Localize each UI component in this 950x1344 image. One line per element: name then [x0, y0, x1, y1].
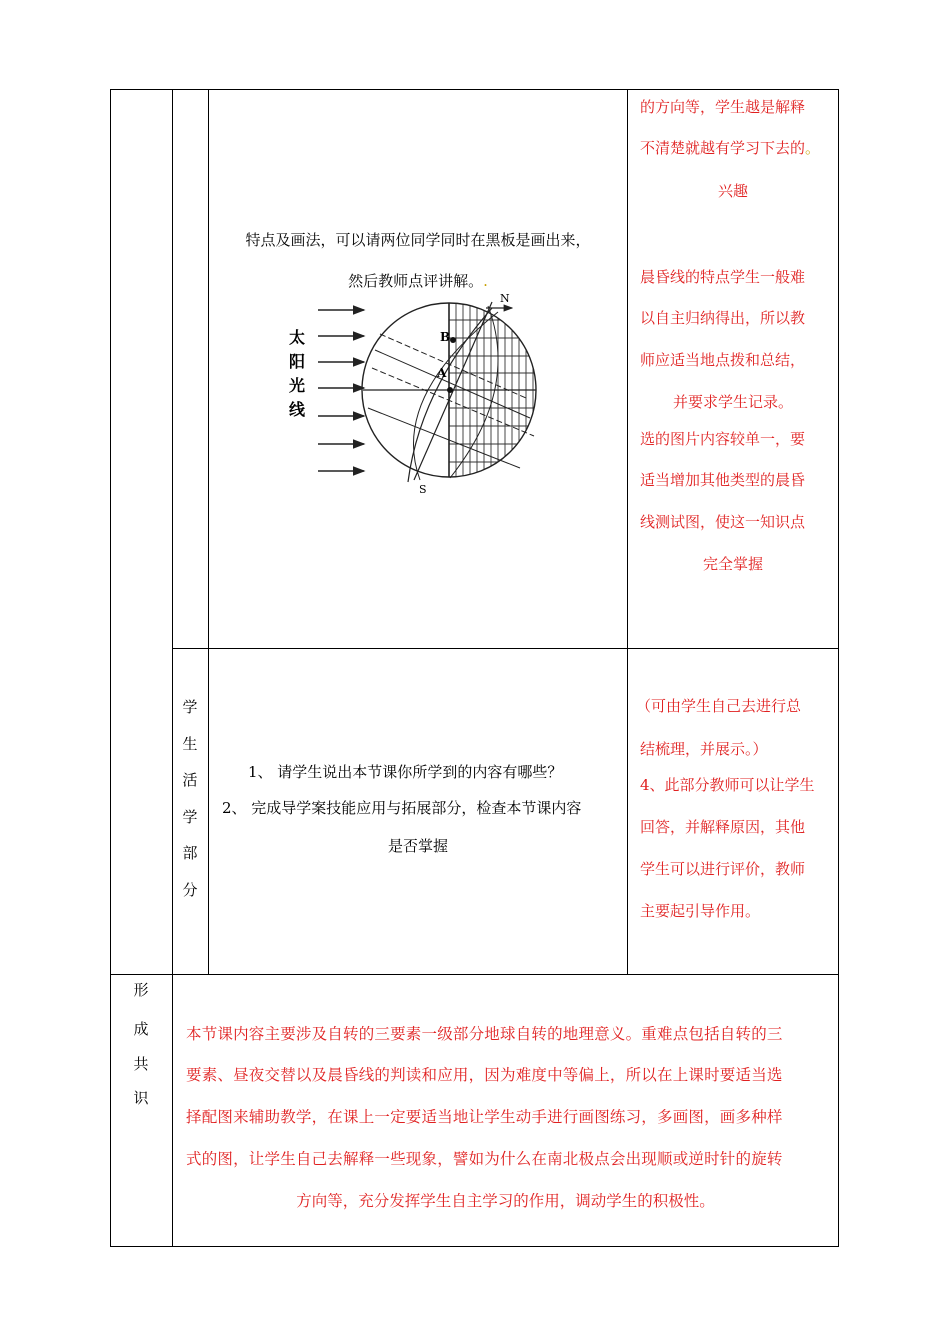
row2-right-line6: 主要起引导作用。 [640, 902, 761, 920]
row-divider-2 [110, 974, 839, 975]
row2-label-char-3: 活 [182, 771, 198, 789]
table-left-border [110, 89, 111, 1247]
summary-line1: 本节课内容主要涉及自转的三要素一级部分地球自转的地理意义。重难点包括自转的三 [186, 1025, 783, 1043]
column-divider-1 [172, 89, 173, 1247]
row2-item2b: 是否掌握 [387, 837, 448, 855]
table-bottom-border [110, 1246, 839, 1247]
point-a-marker [447, 387, 453, 393]
row1-right-line10: 线测试图，使这一知识点 [640, 513, 806, 531]
row1-middle-line2 [209, 270, 627, 291]
sun-label-char-3: 光 [288, 376, 305, 395]
row1-middle-line1: 特点及画法，可以请两位同学同时在黑板是画出来， [245, 231, 591, 249]
row2-label-char-5: 部 [182, 844, 198, 862]
sun-label-char-2: 阳 [288, 352, 305, 371]
row1-right-line2 [640, 137, 820, 158]
row1-right-line9: 适当增加其他类型的晨昏 [640, 471, 806, 489]
terminator-diagram-svg [280, 298, 550, 503]
sun-ray-arrows [318, 310, 364, 471]
label-a: A [437, 366, 447, 380]
row2-right-line4: 回答，并解释原因，其他 [640, 818, 806, 836]
row1-right-line2-mark: 。 [805, 139, 821, 157]
sun-label-char-4: 线 [288, 400, 305, 419]
row1-right-line1: 的方向等，学生越是解释 [640, 98, 806, 116]
row2-item2a: 2、 完成导学案技能应用与拓展部分，检查本节课内容 [222, 799, 582, 817]
row2-right-line5: 学生可以进行评价，教师 [640, 860, 806, 878]
label-n: N [500, 292, 510, 305]
terminator-diagram [280, 292, 550, 503]
table-top-border [110, 89, 839, 90]
row3-label-char-1: 形 [133, 981, 149, 999]
row1-right-line2-text: 不清楚就越有学习下去的 [640, 139, 806, 157]
sun-rays-label [286, 326, 308, 422]
row1-right-line4: 晨昏线的特点学生一般难 [640, 268, 806, 286]
row2-label-char-4: 学 [182, 808, 198, 826]
row3-label-char-4: 识 [133, 1089, 149, 1107]
row1-right-line11: 完全掌握 [702, 555, 763, 573]
table-right-border [838, 89, 839, 1247]
row3-label-char-3: 共 [133, 1055, 149, 1073]
row2-label-char-1: 学 [182, 698, 198, 716]
row2-right-line3: 4、此部分教师可以让学生 [640, 776, 815, 794]
label-s: S [419, 483, 427, 496]
row2-item1: 1、 请学生说出本节课你所学到的内容有哪些？ [248, 763, 563, 781]
row2-right-line1: （可由学生自己去进行总 [636, 697, 802, 715]
row1-right-line3: 兴趣 [717, 182, 748, 200]
row-divider-1 [172, 648, 839, 649]
row2-right-line2: 结梳理，并展示。） [640, 740, 768, 758]
summary-line5: 方向等，充分发挥学生自主学习的作用，调动学生的积极性。 [296, 1192, 715, 1210]
sun-label-char-1: 太 [288, 328, 305, 347]
summary-line2: 要素、昼夜交替以及晨昏线的判读和应用，因为难度中等偏上，所以在上课时要适当选 [186, 1066, 783, 1084]
label-b: B [440, 330, 451, 344]
row2-label-char-2: 生 [182, 735, 198, 753]
row1-middle-line2-text: 然后教师点评讲解。 [348, 272, 484, 290]
summary-line4: 式的图，让学生自己去解释一些现象，譬如为什么在南北极点会出现顺或逆时针的旋转 [186, 1150, 783, 1168]
point-b-marker [450, 337, 456, 343]
row1-middle-line2-mark: . [483, 272, 488, 290]
column-divider-3 [627, 89, 628, 974]
row1-right-line5: 以自主归纳得出，所以教 [640, 309, 806, 327]
row1-right-line8: 选的图片内容较单一，要 [640, 430, 806, 448]
summary-line3: 择配图来辅助教学，在课上一定要适当地让学生动手进行画图练习，多画图，画多种样 [186, 1108, 783, 1126]
row2-label-char-6: 分 [182, 881, 198, 899]
row1-right-line6: 师应适当地点拨和总结， [640, 351, 806, 369]
row1-right-line7: 并要求学生记录。 [672, 393, 793, 411]
row3-label-char-2: 成 [133, 1020, 149, 1038]
